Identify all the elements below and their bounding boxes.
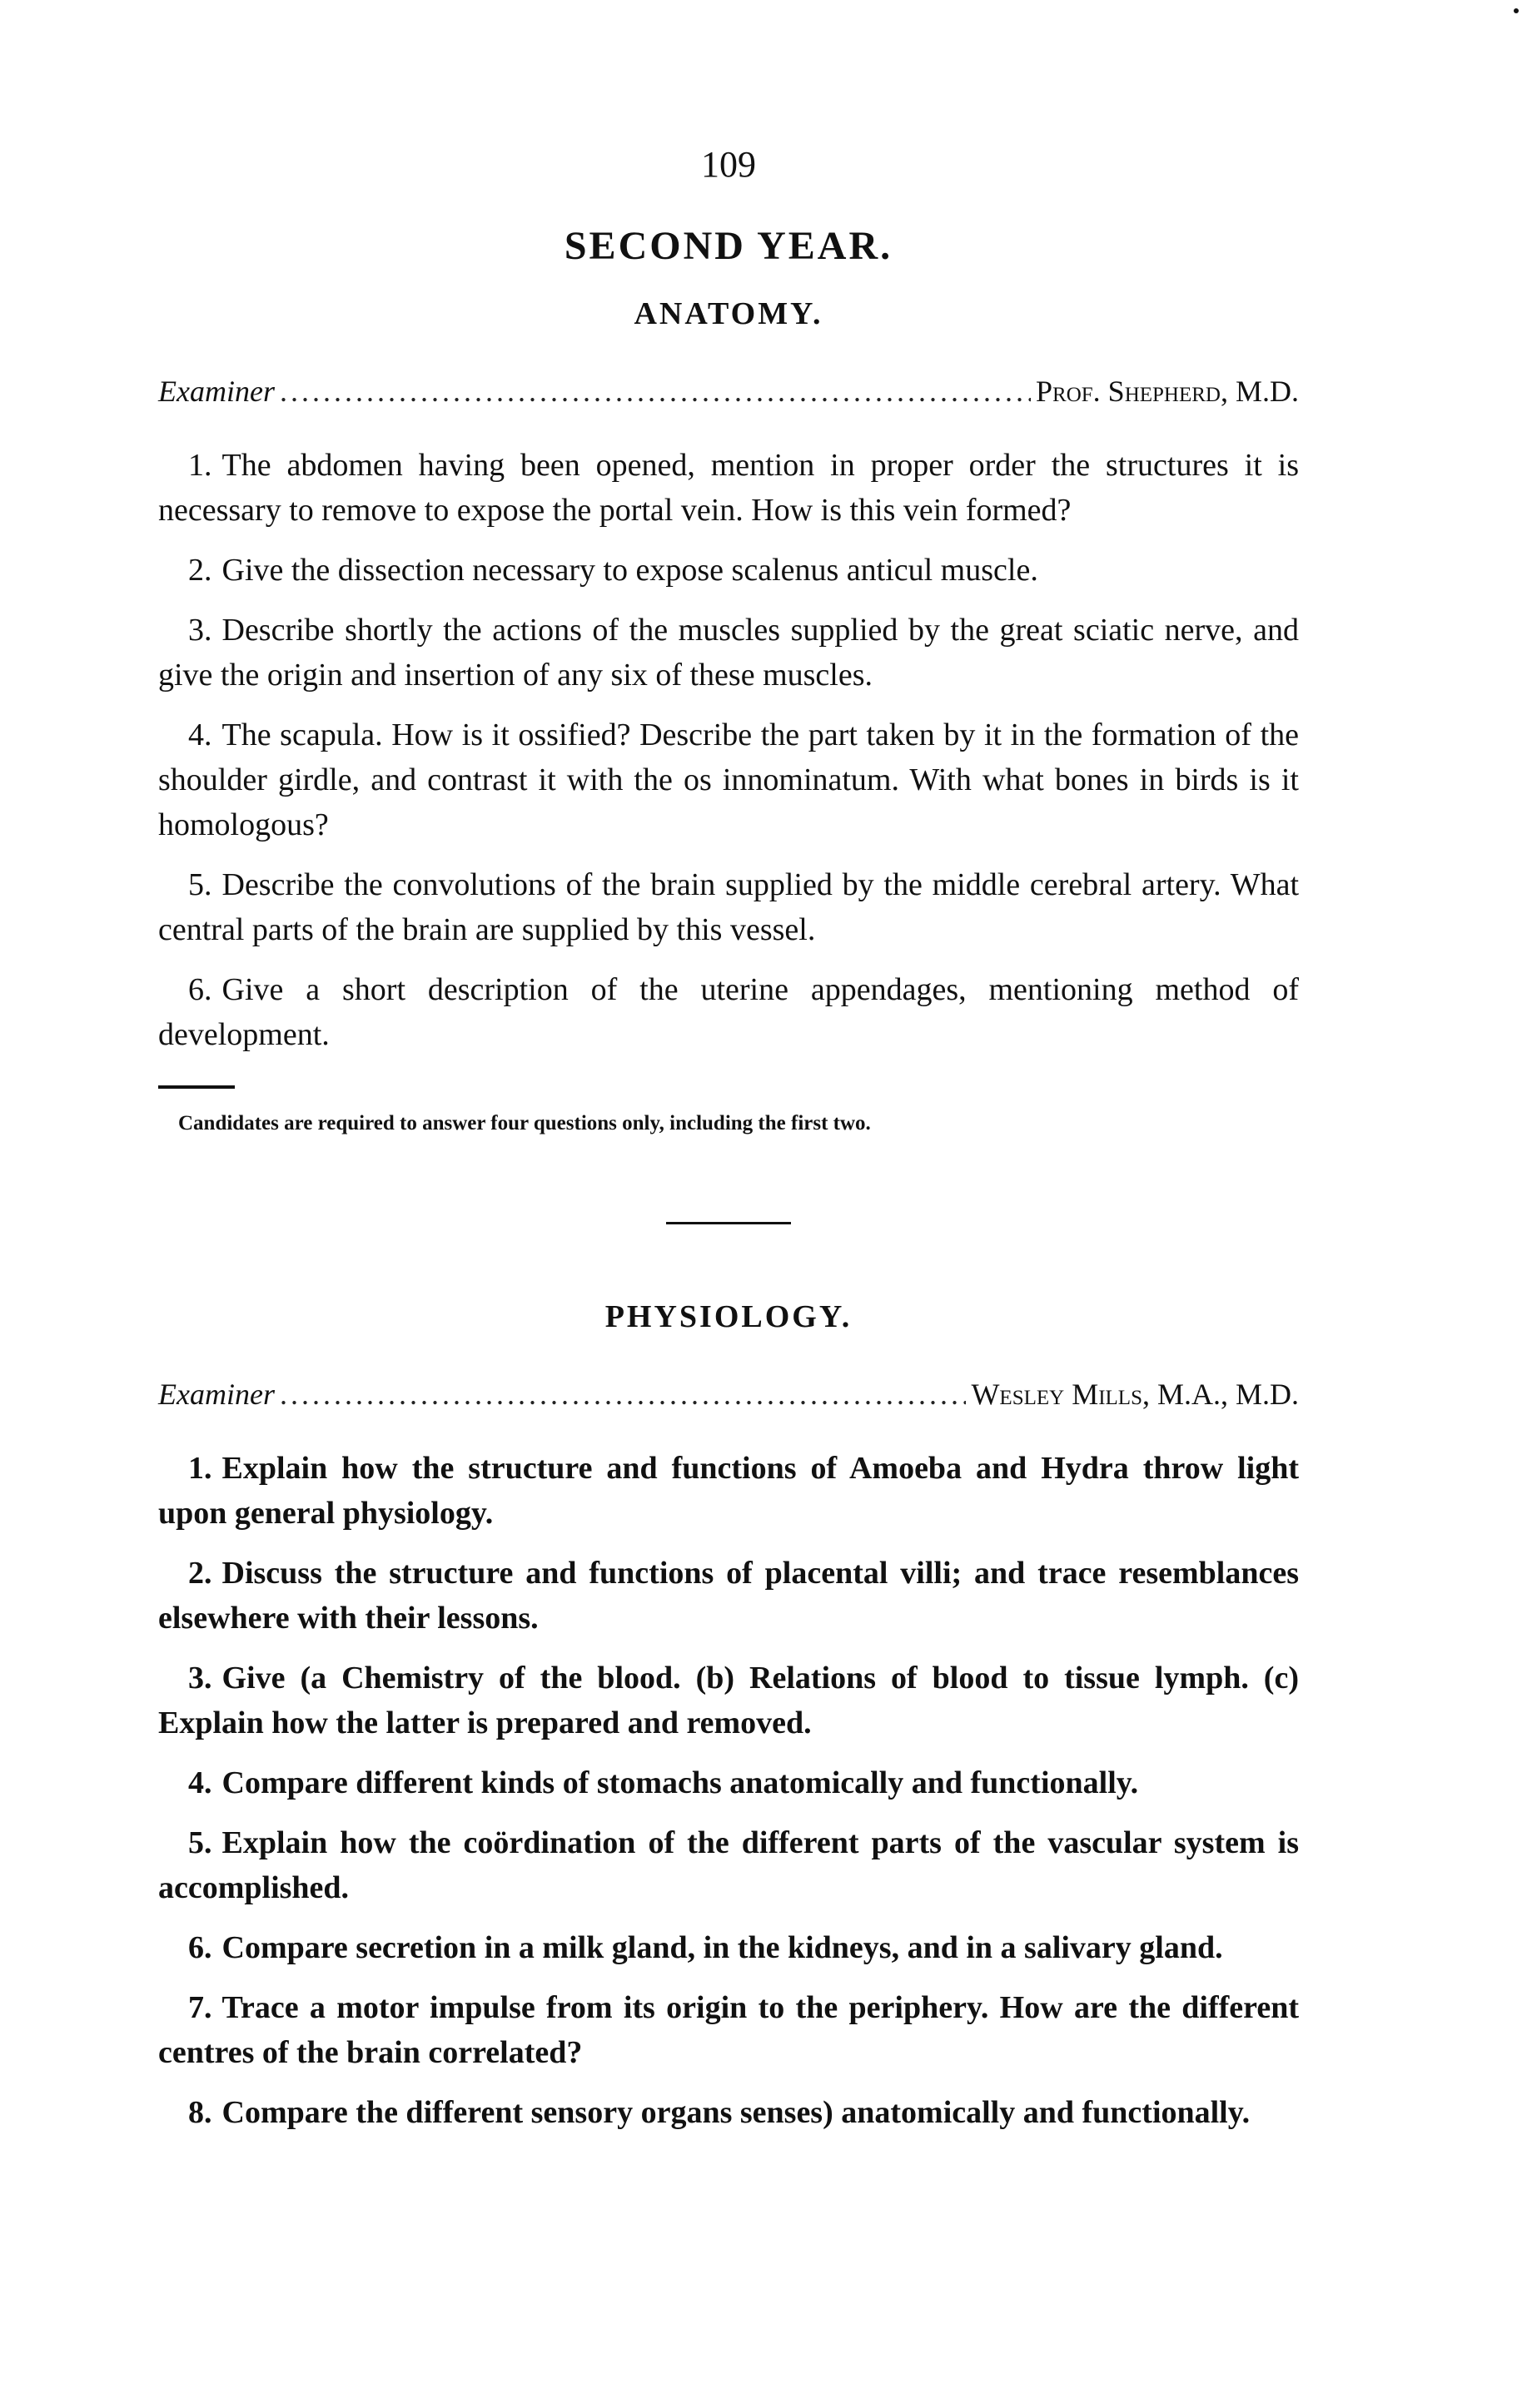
question-item [158, 1985, 1299, 2075]
question-item [158, 1760, 1299, 1805]
question-text: Give the dissection necessary to expose scalenus anticul muscle. [221, 553, 1038, 588]
anatomy-footnote: Candidates are required to answer four questions only, including the first two. [178, 1112, 871, 1134]
question-item [158, 712, 1299, 847]
physiology-examiner-line [158, 1374, 1299, 1414]
question-text: Give a short description of the uterine appendages, mentioning method of development. [158, 972, 1299, 1052]
question-number: 2. [188, 1556, 212, 1591]
question-number: 5. [188, 1825, 212, 1860]
question-number: 6. [188, 972, 212, 1007]
question-text: The abdomen having been opened, mention in proper order the structures it is necessary to remove to expose the portal vein. How is this vein formed? [158, 448, 1299, 528]
footnote-rule [158, 1085, 235, 1089]
dot-leader [280, 1374, 966, 1414]
anatomy-examiner-line [158, 371, 1299, 411]
examiner-label: Examiner [158, 1378, 275, 1411]
examiner-name: Wesley Mills, M.A., M.D. [971, 1378, 1299, 1411]
question-number: 1. [188, 1451, 212, 1486]
question-item [158, 608, 1299, 698]
question-text: The scapula. How is it ossified? Describe the part taken by it in the formation of the shoulder girdle, and contrast it with the os innominatum. With what bones in birds is it homologous? [158, 717, 1299, 842]
question-number: 6. [188, 1930, 212, 1965]
page-number: 109 [701, 144, 756, 185]
examiner-name: Prof. Shepherd, M.D. [1036, 375, 1299, 408]
question-item [158, 548, 1299, 593]
question-text: Describe the convolutions of the brain supplied by the middle cerebral artery. What central parts of the brain are supplied by this vessel. [158, 867, 1299, 947]
dot-leader [280, 371, 1031, 411]
question-item [158, 1925, 1299, 1970]
question-item [158, 1656, 1299, 1745]
question-text: Compare the different sensory organs senses) anatomically and functionally. [221, 2095, 1251, 2130]
question-item [158, 443, 1299, 533]
question-number: 3. [188, 613, 212, 648]
question-number: 5. [188, 867, 212, 902]
question-text: Discuss the structure and functions of placental villi; and trace resemblances elsewhere with their lessons. [158, 1556, 1299, 1636]
question-number: 8. [188, 2095, 212, 2130]
section-divider [666, 1222, 791, 1224]
question-number: 7. [188, 1990, 212, 2025]
question-item [158, 967, 1299, 1057]
examiner-label: Examiner [158, 375, 275, 408]
question-item [158, 1446, 1299, 1536]
question-number: 4. [188, 717, 212, 752]
year-title: SECOND YEAR. [564, 224, 893, 268]
anatomy-question-list [158, 443, 1299, 1057]
anatomy-title: ANATOMY. [634, 296, 823, 331]
question-number: 3. [188, 1661, 212, 1696]
physiology-question-list [158, 1446, 1299, 2135]
question-text: Describe shortly the actions of the muscles supplied by the great sciatic nerve, and give the origin and insertion of any six of these muscles. [158, 613, 1299, 693]
question-text: Explain how the coördination of the different parts of the vascular system is accomplished. [158, 1825, 1299, 1905]
exam-page [158, 142, 1299, 2150]
question-item [158, 2090, 1299, 2135]
question-text: Give (a Chemistry of the blood. (b) Relations of blood to tissue lymph. (c) Explain how the latter is prepared and removed. [158, 1661, 1299, 1740]
question-text: Trace a motor impulse from its origin to the periphery. How are the different centres of the brain correlated? [158, 1990, 1299, 2070]
physiology-section [158, 1296, 1299, 2135]
question-number: 1. [188, 448, 212, 483]
anatomy-section [158, 293, 1299, 1139]
question-text: Explain how the structure and functions of Amoeba and Hydra throw light upon general physiology. [158, 1451, 1299, 1531]
question-text: Compare different kinds of stomachs anatomically and functionally. [221, 1765, 1139, 1800]
question-number: 2. [188, 553, 212, 588]
question-text: Compare secretion in a milk gland, in the kidneys, and in a salivary gland. [221, 1930, 1223, 1965]
question-item [158, 862, 1299, 952]
question-item [158, 1551, 1299, 1641]
question-number: 4. [188, 1765, 212, 1800]
physiology-title: PHYSIOLOGY. [604, 1299, 853, 1334]
margin-mark [1514, 8, 1519, 13]
question-item [158, 1820, 1299, 1910]
